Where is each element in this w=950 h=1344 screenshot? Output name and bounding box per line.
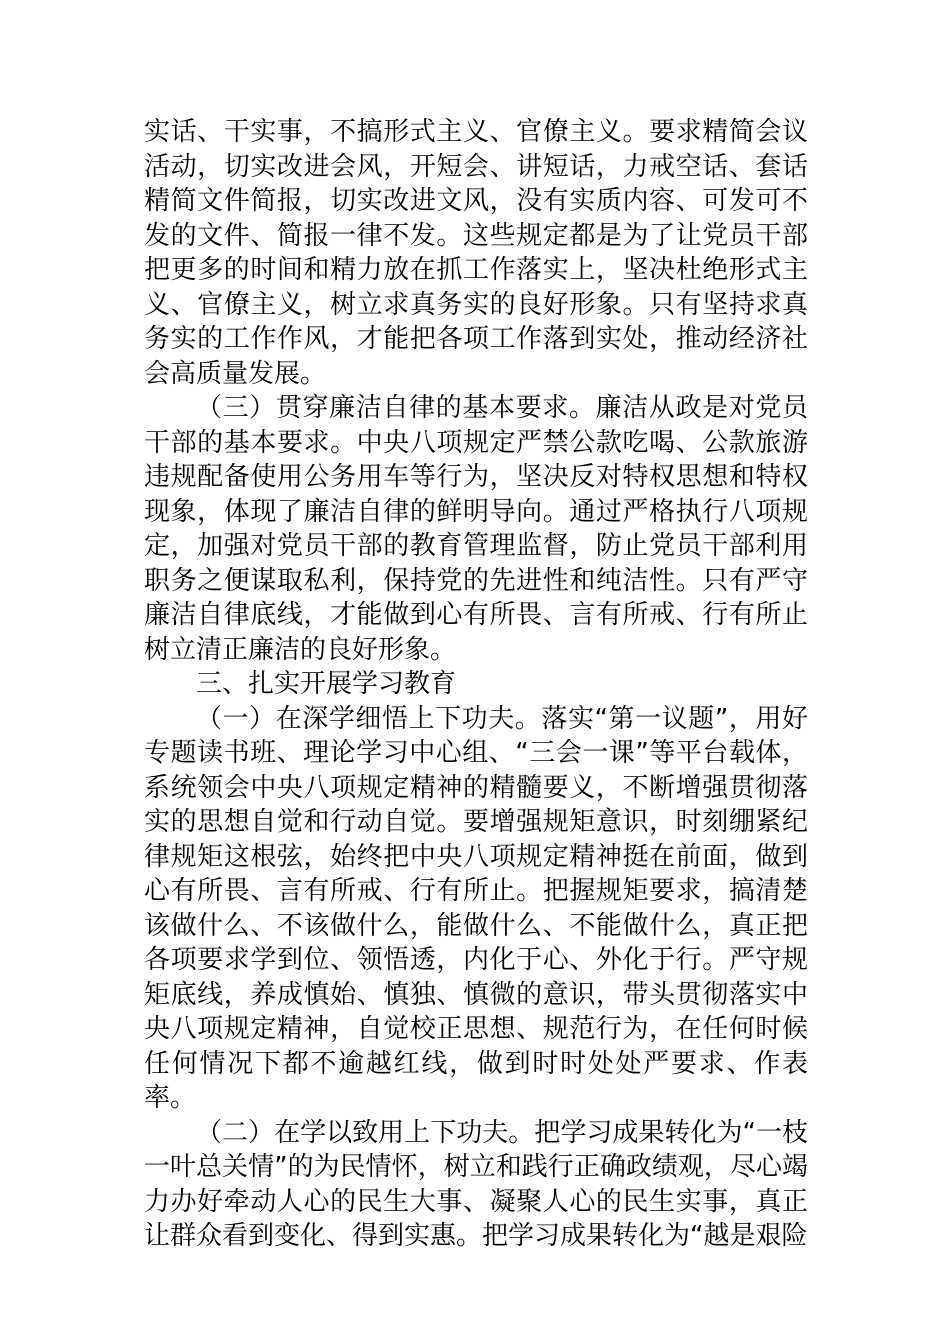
document-body (144, 115, 808, 1254)
subsection-paragraph-two: （二）在学以致用上下功夫。把学习成果转化为“一枝一叶总关情”的为民情怀，树立和践行正确政绩观，尽心竭力办好牵动人心的民生大事、凝聚人心的民生实事，真正让群众看到变化、得到实惠。把学习成果转化为“越是艰险 (144, 1117, 808, 1251)
subsection-paragraph-one: （一）在深学细悟上下功夫。落实“第一议题”，用好专题读书班、理论学习中心组、“三会一课”等平台载体，系统领会中央八项规定精神的精髓要义，不断增强贯彻落实的思想自觉和行动自觉。要增强规矩意识，时刻绷紧纪律规矩这根弦，始终把中央八项规定精神挺在前面，做到心有所畏、言有所戒、行有所止。把握规矩要求，搞清楚该做什么、不该做什么，能做什么、不能做什么，真正把各项要求学到位、领悟透，内化于心、外化于行。严守规矩底线，养成慎始、慎独、慎微的意识，带头贯彻落实中央八项规定精神，自觉校正思想、规范行为，在任何时候任何情况下都不逾越红线，做到时时处处严要求、作表率。 (144, 703, 808, 1113)
body-paragraph: 实话、干实事，不搞形式主义、官僚主义。要求精简会议活动，切实改进会风，开短会、讲短话，力戒空话、套话精简文件简报，切实改进文风，没有实质内容、可发可不发的文件、简报一律不发。这些规定都是为了让党员干部把更多的时间和精力放在抓工作落实上，坚决杜绝形式主义、官僚主义，树立求真务实的良好形象。只有坚持求真务实的工作作风，才能把各项工作落到实处，推动经济社会高质量发展。 (144, 117, 808, 389)
section-heading: 三、扎实开展学习教育 (196, 669, 457, 699)
section-paragraph-three: （三）贯穿廉洁自律的基本要求。廉洁从政是对党员干部的基本要求。中央八项规定严禁公款吃喝、公款旅游违规配备使用公务用车等行为，坚决反对特权思想和特权现象，体现了廉洁自律的鲜明导向。通过严格执行八项规定，加强对党员干部的教育管理监督，防止党员干部利用职务之便谋取私利，保持党的先进性和纯洁性。只有严守廉洁自律底线，才能做到心有所畏、言有所戒、行有所止树立清正廉洁的良好形象。 (144, 393, 808, 665)
